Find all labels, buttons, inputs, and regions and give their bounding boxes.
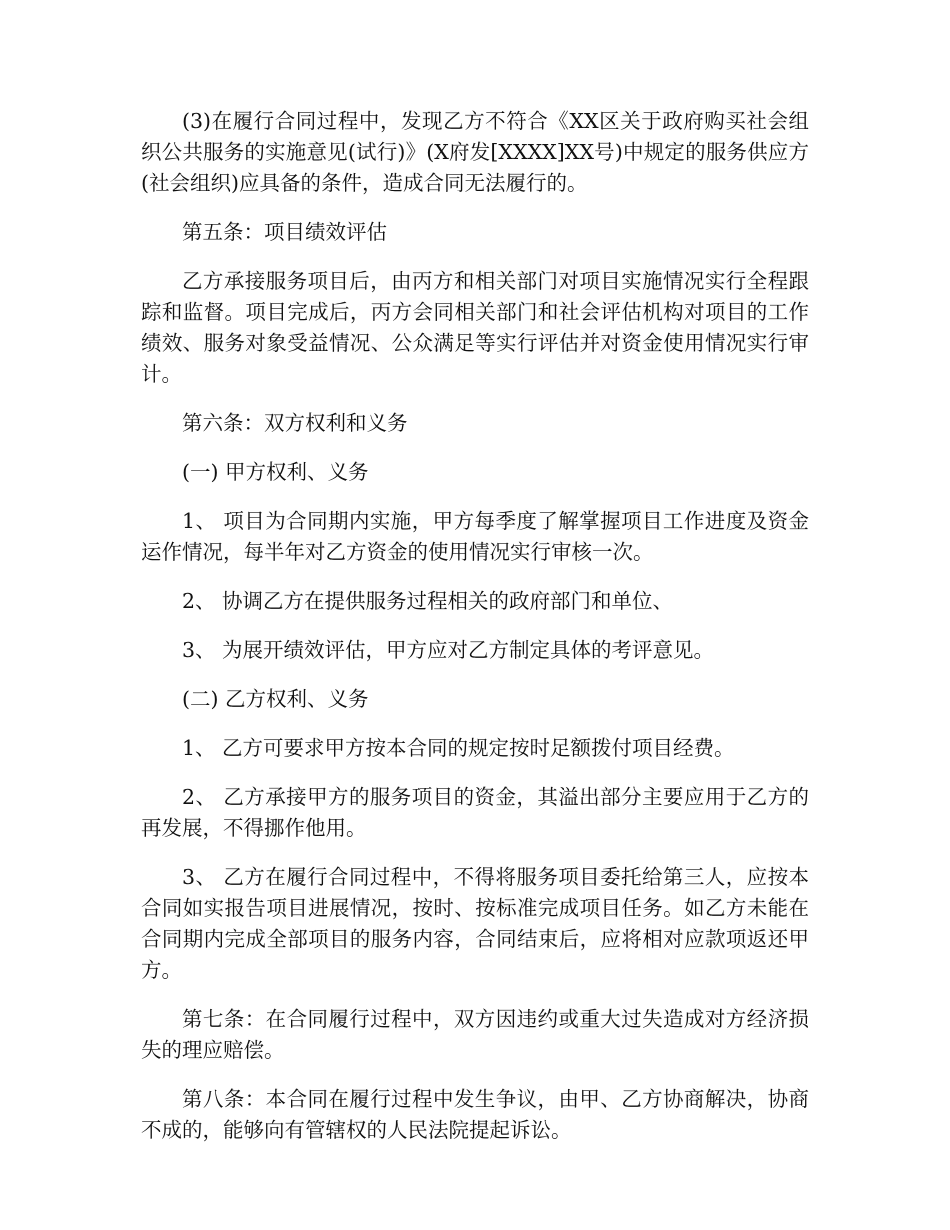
paragraph-article-7: 第七条：在合同履行过程中，双方因违约或重大过失造成对方经济损失的理应赔偿。 [141,1007,809,1062]
document-page [141,106,809,1164]
paragraph-performance-evaluation: 乙方承接服务项目后，由丙方和相关部门对项目实施情况实行全程跟踪和监督。项目完成后，丙方会同相关部门和社会评估机构对项目的工作绩效、服务对象受益情况、公众满足等实行评估并对资金使用情况实行审计。 [141,269,809,386]
paragraph-clause-3: (3)在履行合同过程中，发现乙方不符合《XX区关于政府购买社会组织公共服务的实施意见(试行)》(X府发[XXXX]XX号)中规定的服务供应方(社会组织)应具备的条件，造成合同无法履行的。 [141,109,809,195]
heading-article-6: 第六条：双方权利和义务 [182,411,408,435]
paragraph-party-a-item-2: 2、 协调乙方在提供服务过程相关的政府部门和单位、 [182,589,674,613]
paragraph-party-b-item-3: 3、 乙方在履行合同过程中，不得将服务项目委托给第三人，应按本合同如实报告项目进展情况，按时、按标准完成项目任务。如乙方未能在合同期内完成全部项目的服务内容，合同结束后，应将相对应款项返还甲方。 [141,865,809,982]
subheading-party-a-rights: (一) 甲方权利、义务 [182,460,369,484]
paragraph-party-a-item-3: 3、 为展开绩效评估，甲方应对乙方制定具体的考评意见。 [182,638,715,662]
subheading-party-b-rights: (二) 乙方权利、义务 [182,687,369,711]
heading-article-5: 第五条：项目绩效评估 [182,220,387,244]
paragraph-party-a-item-1: 1、 项目为合同期内实施，甲方每季度了解掌握项目工作进度及资金运作情况，每半年对乙方资金的使用情况实行审核一次。 [141,509,809,564]
paragraph-party-b-item-1: 1、 乙方可要求甲方按本合同的规定按时足额拨付项目经费。 [182,736,735,760]
paragraph-party-b-item-2: 2、 乙方承接甲方的服务项目的资金，其溢出部分主要应用于乙方的再发展，不得挪作他用。 [141,785,809,840]
paragraph-article-8: 第八条：本合同在履行过程中发生争议，由甲、乙方协商解决，协商不成的，能够向有管辖权的人民法院提起诉讼。 [141,1087,809,1142]
